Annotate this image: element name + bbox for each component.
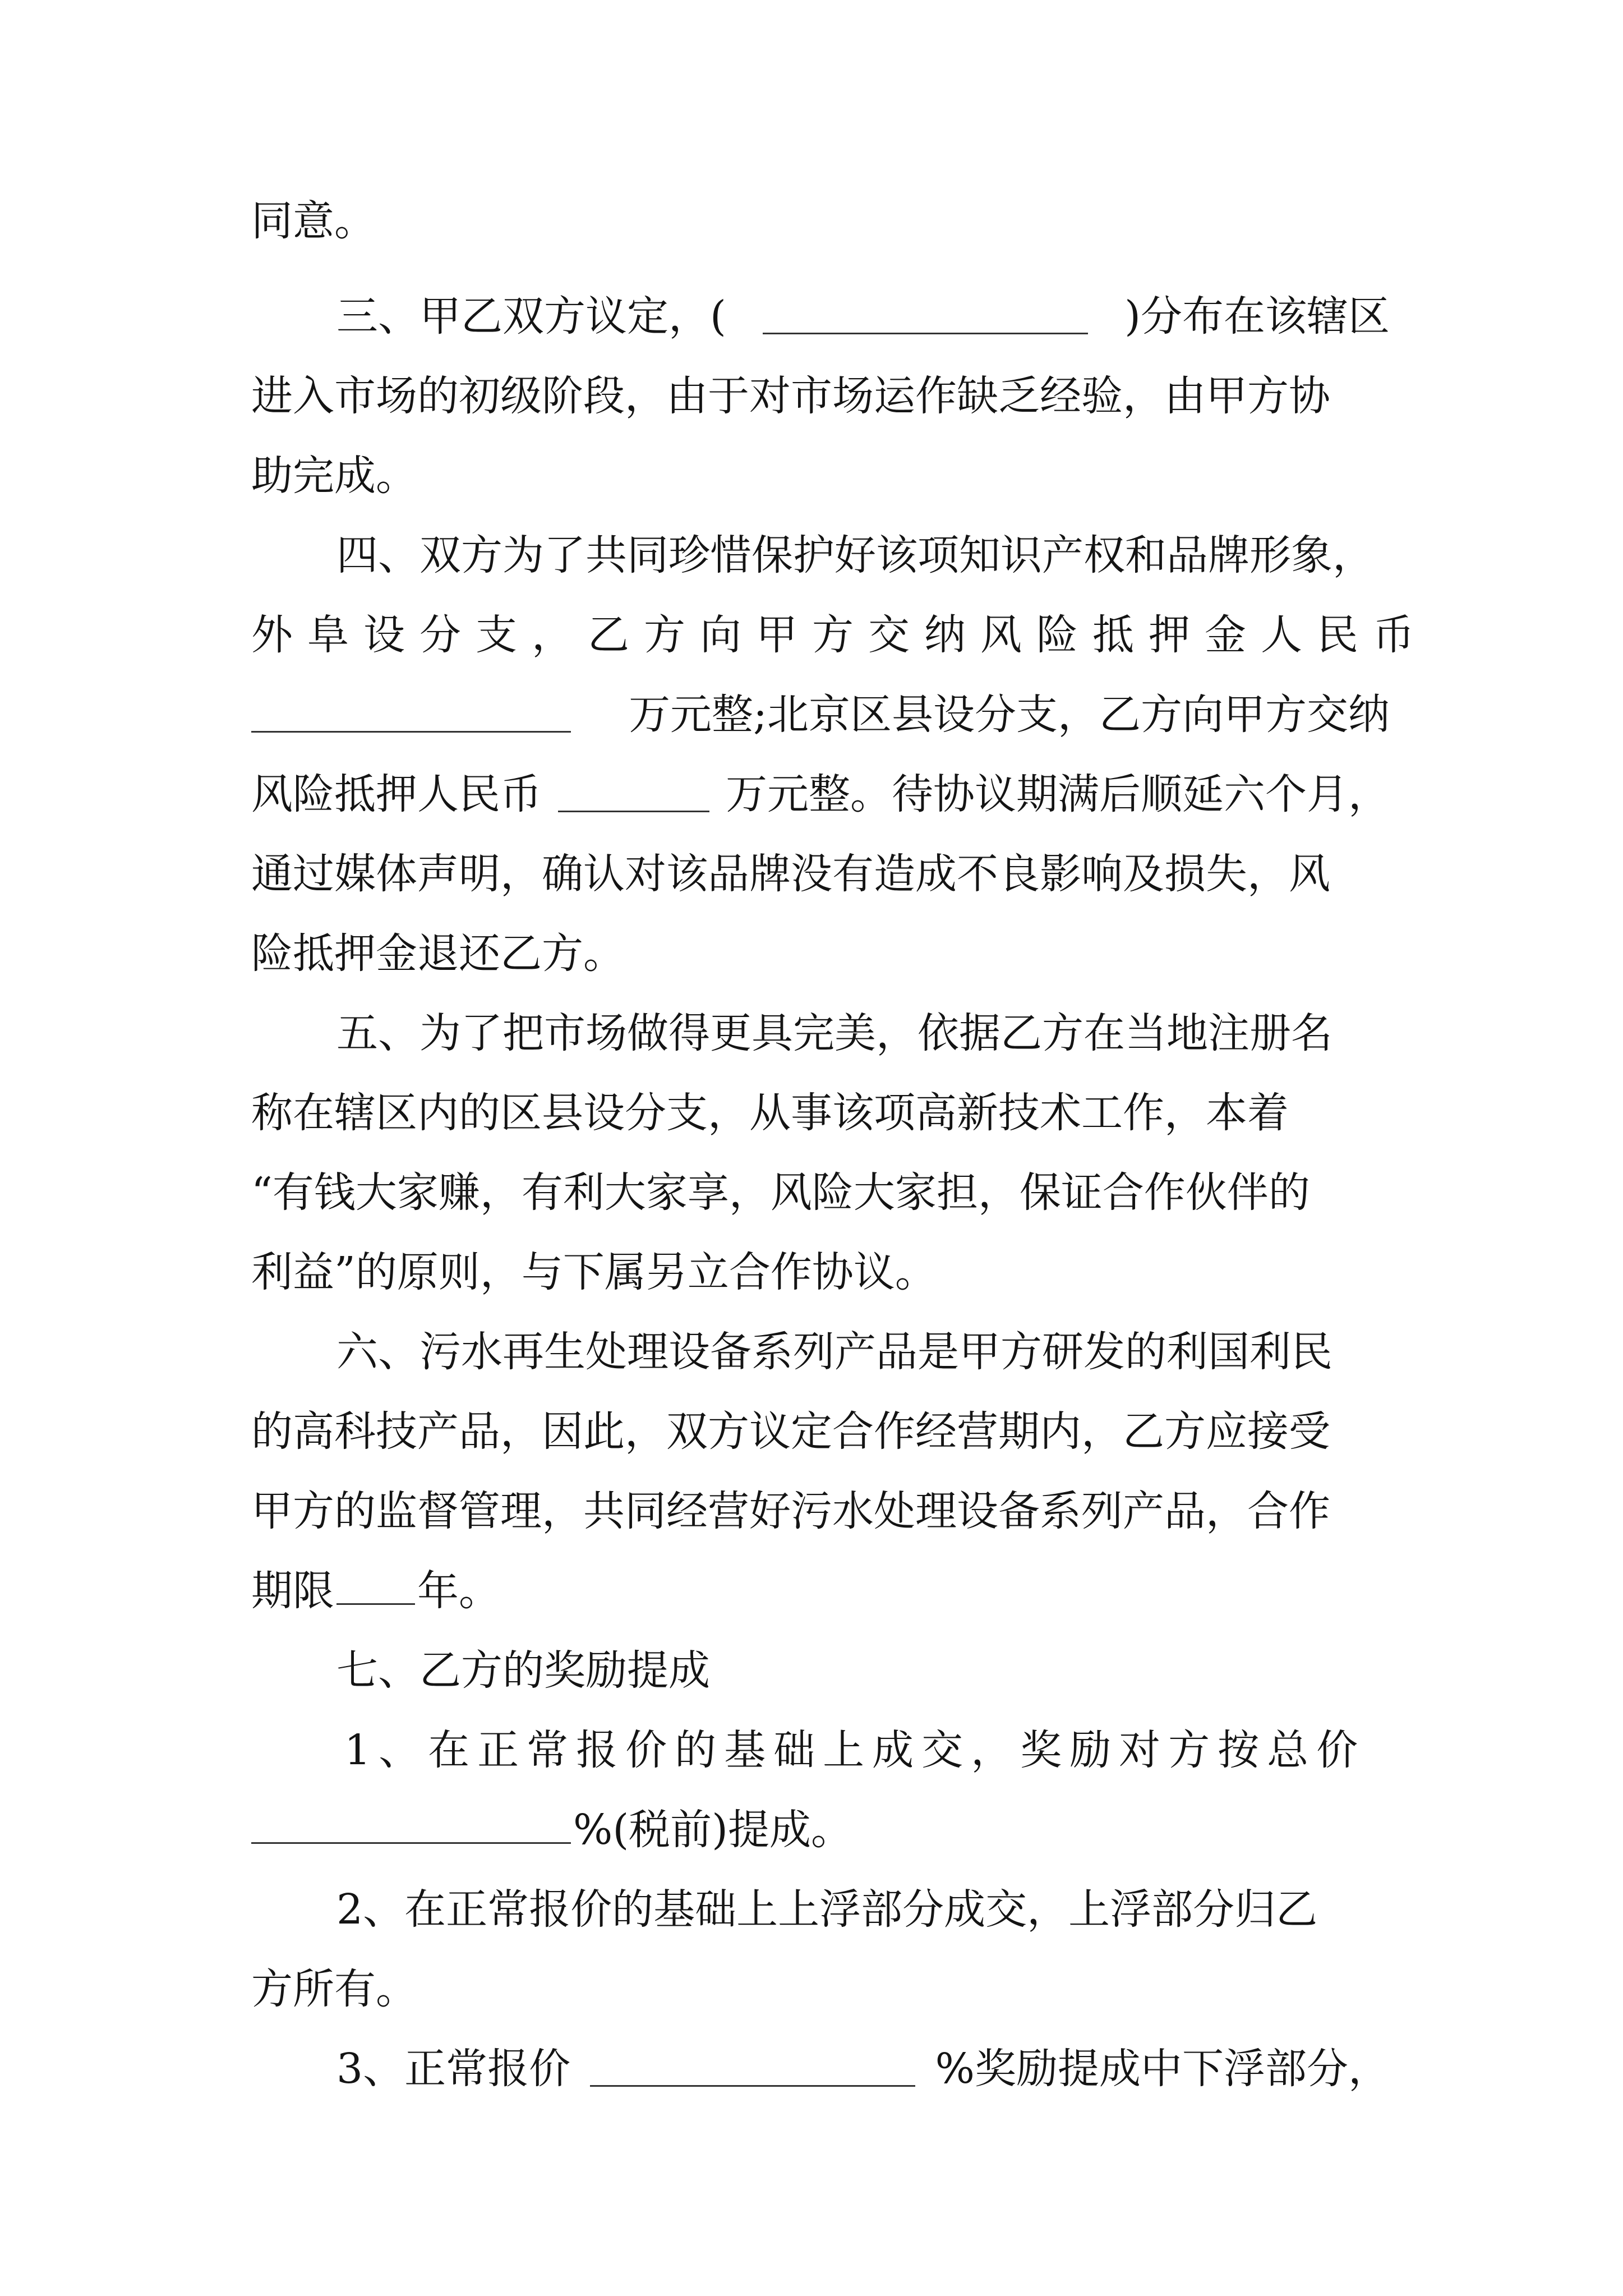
paragraph-line [251,1791,1390,1869]
paragraph-line [251,1950,1390,2028]
paragraph-line [251,1552,1390,1630]
paragraph-line [251,835,1390,913]
text: 期限 [251,1567,334,1615]
text: 利益”的原则，与下属另立合作协议。 [251,1248,937,1296]
paragraph-line [251,675,1390,754]
text: 险抵押金退还乙方。 [251,930,625,978]
paragraph-line [251,1074,1390,1152]
fill-blank [763,299,1088,334]
text: 四、双方为了共同珍惜保护好该项知识产权和品牌形象， [336,531,1374,579]
clause-6-line [336,1313,1390,1391]
paragraph-line [251,1153,1390,1232]
clause-4-line [336,516,1390,595]
text: “有钱大家赚，有利大家享，风险大家担，保证合作伙伴的 [251,1168,1310,1217]
item-3-line [336,2030,1390,2108]
text: 同意。 [251,197,376,245]
fill-blank [590,2051,915,2087]
text: 进入市场的初级阶段，由于对市场运作缺乏经验，由甲方协 [251,372,1330,420]
text: 2、在正常报价的基础上上浮部分成交，上浮部分归乙 [336,1885,1318,1934]
text: 五、为了把市场做得更具完美，依据乙方在当地注册名 [336,1009,1332,1057]
text: 外阜设分支，乙方向甲方交纳风险抵押金人民币 [251,611,1429,659]
text: 通过媒体声明，确认对该品牌没有造成不良影响及损失，风 [251,850,1330,898]
text: 万元整;北京区县设分支，乙方向甲方交纳 [629,691,1390,739]
fill-blank [336,1570,415,1605]
fill-blank [251,1809,571,1844]
text: 助完成。 [251,452,417,500]
clause-7-heading [336,1631,1390,1710]
item-2-line [336,1870,1390,1949]
text: 的高科技产品，因此，双方议定合作经营期内，乙方应接受 [251,1407,1330,1456]
paragraph-line [251,436,1390,515]
fill-blank [558,777,709,812]
paragraph-line [251,1472,1390,1550]
text: )分布在该辖区 [1124,292,1390,341]
text: 三、甲乙双方议定，( [336,292,726,341]
paragraph-line [251,914,1390,993]
paragraph-line [251,755,1390,834]
text: 甲方的监督管理，共同经营好污水处理设备系列产品，合作 [251,1487,1330,1535]
text: 方所有。 [251,1965,417,2013]
clause-3-line [336,277,1390,356]
text: 七、乙方的奖励提成 [336,1646,710,1695]
clause-5-line [336,994,1390,1073]
text: 年。 [417,1567,500,1615]
text: 1、在正常报价的基础上成交，奖励对方按总价 [344,1726,1366,1774]
paragraph-line [251,1233,1390,1312]
text: 六、污水再生处理设备系列产品是甲方研发的利国利民 [336,1328,1332,1376]
text: 称在辖区内的区县设分支，从事该项高新技术工作，本着 [251,1089,1289,1137]
text: 万元整。待协议期满后顺延六个月， [726,770,1390,818]
paragraph-line [251,1392,1390,1471]
paragraph-line [251,357,1390,435]
paragraph-line [251,182,1390,260]
paragraph-line [251,596,1429,674]
text: %(税前)提成。 [573,1806,853,1854]
item-1-line [344,1711,1390,1789]
text: 3、正常报价 [336,2045,571,2093]
fill-blank [251,697,571,733]
text: %奖励提成中下浮部分， [935,2045,1390,2093]
text: 风险抵押人民币 [251,770,542,818]
